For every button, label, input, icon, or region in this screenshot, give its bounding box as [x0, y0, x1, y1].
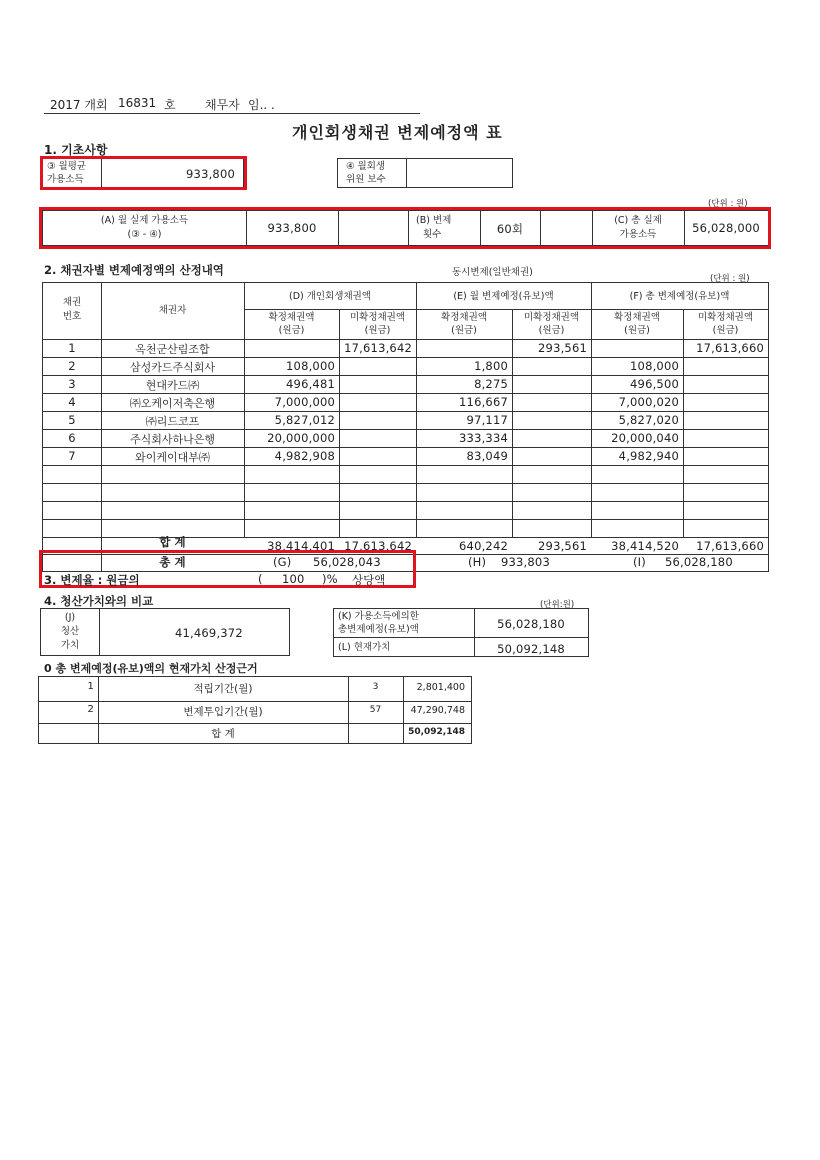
- sum-e-confirmed: 640,242: [459, 539, 508, 553]
- h-value: 933,803: [501, 555, 550, 569]
- j-label-2: 청산: [60, 626, 80, 637]
- c-value: 56,028,000: [692, 221, 760, 235]
- row-creditor: 옥천군산림조합: [135, 343, 210, 356]
- row-e-confirmed: 333,334: [459, 431, 508, 445]
- case-year: 2017 개회: [50, 98, 108, 112]
- pv-row-value: 2,801,400: [416, 682, 465, 693]
- g-label: (G): [273, 555, 292, 569]
- row-no: 2: [68, 359, 76, 373]
- header-underline: [44, 113, 420, 114]
- case-suffix: 호: [164, 98, 176, 112]
- pv-sum-value: 50,092,148: [408, 727, 465, 737]
- col-e-label: (E) 월 변제예정(유보)액: [453, 291, 554, 302]
- row-f-confirmed: 496,500: [630, 377, 679, 391]
- col-no-label-1: 채권: [62, 297, 82, 308]
- row-d-confirmed: 4,982,908: [274, 449, 335, 463]
- a-label-2: (③ - ④): [127, 229, 162, 240]
- kl-box: [333, 608, 589, 657]
- row-f-unconfirmed: 17,613,660: [696, 341, 764, 355]
- h-label: (H): [468, 555, 487, 569]
- f-unconfirmed-label-2: (원금): [712, 325, 739, 336]
- section3-heading: 3. 변제율 : 원금의: [44, 573, 140, 587]
- sum-f-confirmed: 38,414,520: [611, 539, 679, 553]
- k-label-2: 총변제예정(유보)액: [338, 624, 419, 635]
- e-confirmed-label-2: (원금): [451, 325, 477, 336]
- table-row: [43, 449, 768, 465]
- row-f-confirmed: 5,827,020: [618, 413, 679, 427]
- section4-unit: (단위:원): [540, 600, 575, 610]
- pv-row-months: 57: [369, 705, 382, 715]
- col-creditor-label: 채권자: [158, 305, 187, 316]
- row-creditor: ㈜오케이저축은행: [129, 397, 216, 410]
- sum-d-confirmed: 38,414,401: [267, 539, 335, 553]
- sum-e-unconfirmed: 293,561: [538, 539, 587, 553]
- table-row: [43, 341, 768, 357]
- row-f-confirmed: 108,000: [630, 359, 679, 373]
- pv-row-label: 적립기간(월): [193, 683, 253, 695]
- table-row: [43, 395, 768, 411]
- b-label-2: 횟수: [423, 229, 442, 240]
- d-unconfirmed-label-1: 미확정채권액: [349, 312, 406, 323]
- j-label-3: 가치: [60, 640, 80, 651]
- l-value: 50,092,148: [497, 642, 565, 656]
- row-f-confirmed: 20,000,040: [611, 431, 679, 445]
- row-d-confirmed: 20,000,000: [267, 431, 335, 445]
- i-label: (I): [633, 555, 646, 569]
- col-no-label-2: 번호: [62, 311, 82, 322]
- section4-heading: 4. 청산가치와의 비교: [44, 594, 154, 608]
- pv-sum-label: 합 계: [211, 728, 235, 740]
- avg-income-label-2: 가용소득: [47, 174, 84, 185]
- pv-row-no: 2: [87, 704, 94, 715]
- page-title: 개인회생채권 변제예정액 표: [292, 123, 503, 142]
- f-confirmed-label-1: 확정채권액: [614, 312, 660, 323]
- highlight-avg-income: [40, 156, 247, 190]
- section2-method: 동시변제(일반채권): [452, 267, 533, 278]
- sum-d-unconfirmed: 17,613,642: [344, 539, 412, 553]
- row-no: 1: [68, 341, 76, 355]
- a-label-1: (A) 월 실제 가용소득: [100, 215, 189, 226]
- row-e-confirmed: 97,117: [466, 413, 508, 427]
- row-creditor: 현대카드㈜: [145, 379, 200, 392]
- row-d-confirmed: 108,000: [286, 359, 335, 373]
- trustee-fee-box: [337, 158, 513, 188]
- c-label-2: 가용소득: [619, 229, 657, 240]
- a-value: 933,800: [267, 221, 317, 235]
- table-row: [39, 681, 471, 699]
- f-unconfirmed-label-1: 미확정채권액: [697, 312, 754, 323]
- e-unconfirmed-label-1: 미확정채권액: [523, 312, 580, 323]
- row-creditor: ㈜리드코프: [145, 415, 200, 428]
- j-value: 41,469,372: [175, 626, 243, 640]
- liquidation-value-box: [40, 608, 290, 656]
- l-label: (L) 현재가치: [338, 642, 391, 653]
- creditor-table: [42, 282, 769, 572]
- case-number: 16831: [118, 96, 157, 110]
- section2-heading: 2. 채권자별 변제예정액의 산정내역: [44, 263, 224, 277]
- debtor-name: 임.. .: [248, 98, 275, 112]
- row-e-confirmed: 116,667: [459, 395, 508, 409]
- b-value: 60회: [496, 222, 524, 236]
- sum-label: 합 계: [159, 535, 186, 549]
- row-no: 5: [68, 413, 76, 427]
- j-label-1: (J): [64, 612, 76, 623]
- row-no: 6: [68, 431, 76, 445]
- row-f-confirmed: 4,982,940: [618, 449, 679, 463]
- row-e-confirmed: 1,800: [474, 359, 508, 373]
- row-creditor: 삼성카드주식회사: [129, 361, 215, 374]
- b-label-1: (B) 변제: [416, 215, 452, 226]
- section5-heading: 0 총 변제예정(유보)액의 현재가치 산정근거: [44, 662, 258, 675]
- rate-close-paren: )%: [322, 572, 338, 586]
- table-row: [43, 377, 768, 393]
- d-confirmed-label-1: 확정채권액: [268, 312, 315, 323]
- table-row: [43, 359, 768, 375]
- row-no: 3: [68, 377, 76, 391]
- section1-unit: (단위 : 원): [708, 199, 748, 209]
- f-confirmed-label-2: (원금): [624, 325, 650, 336]
- e-unconfirmed-label-2: (원금): [538, 325, 565, 336]
- sum-f-unconfirmed: 17,613,660: [696, 539, 764, 553]
- table-row: [43, 431, 768, 447]
- row-e-unconfirmed: 293,561: [538, 341, 587, 355]
- pv-row-value: 47,290,748: [410, 705, 465, 716]
- row-d-unconfirmed: 17,613,642: [344, 341, 412, 355]
- k-label-1: (K) 가용소득에의한: [338, 611, 419, 622]
- row-d-confirmed: 7,000,000: [274, 395, 335, 409]
- row-d-confirmed: 5,827,012: [274, 413, 335, 427]
- row-creditor: 와이케이대부㈜: [135, 451, 210, 464]
- row-creditor: 주식회사하나은행: [129, 433, 215, 446]
- c-label-1: (C) 총 실제: [614, 215, 662, 226]
- pv-row-months: 3: [372, 682, 379, 692]
- row-no: 4: [68, 395, 76, 409]
- row-f-confirmed: 7,000,020: [618, 395, 679, 409]
- trustee-fee-label-2: 위원 보수: [346, 174, 386, 185]
- highlight-available-income: [39, 207, 771, 249]
- i-value: 56,028,180: [665, 555, 733, 569]
- d-unconfirmed-label-2: (원금): [364, 325, 391, 336]
- g-value: 56,028,043: [313, 555, 381, 569]
- d-confirmed-label-2: (원금): [278, 325, 305, 336]
- debtor-label: 채무자: [205, 98, 240, 112]
- section2-unit: (단위 : 원): [710, 274, 750, 284]
- table-row: [39, 704, 471, 722]
- rate-suffix: 상당액: [352, 573, 386, 587]
- present-value-table: [38, 676, 472, 744]
- repayment-rate: 100: [282, 572, 305, 586]
- row-d-confirmed: 496,481: [286, 377, 335, 391]
- col-d-label: (D) 개인회생채권액: [289, 291, 371, 302]
- row-e-confirmed: 83,049: [466, 449, 508, 463]
- rate-open-paren: (: [258, 572, 263, 586]
- trustee-fee-label-1: ④ 월회생: [346, 161, 386, 172]
- section1-heading: 1. 기초사항: [44, 143, 108, 157]
- pv-row-no: 1: [87, 681, 94, 692]
- pv-row-label: 변제투입기간(월): [183, 706, 263, 718]
- avg-income-value: 933,800: [186, 167, 235, 181]
- pv-sum-row: [39, 726, 471, 742]
- avg-income-label-1: ③ 월평균: [47, 161, 87, 172]
- col-f-label: (F) 총 변제예정(유보)액: [629, 291, 730, 302]
- k-value: 56,028,180: [497, 617, 565, 631]
- row-e-confirmed: 8,275: [474, 377, 508, 391]
- e-confirmed-label-1: 확정채권액: [441, 312, 487, 323]
- table-row: [43, 413, 768, 429]
- total-label: 총 계: [159, 555, 186, 569]
- row-no: 7: [68, 449, 76, 463]
